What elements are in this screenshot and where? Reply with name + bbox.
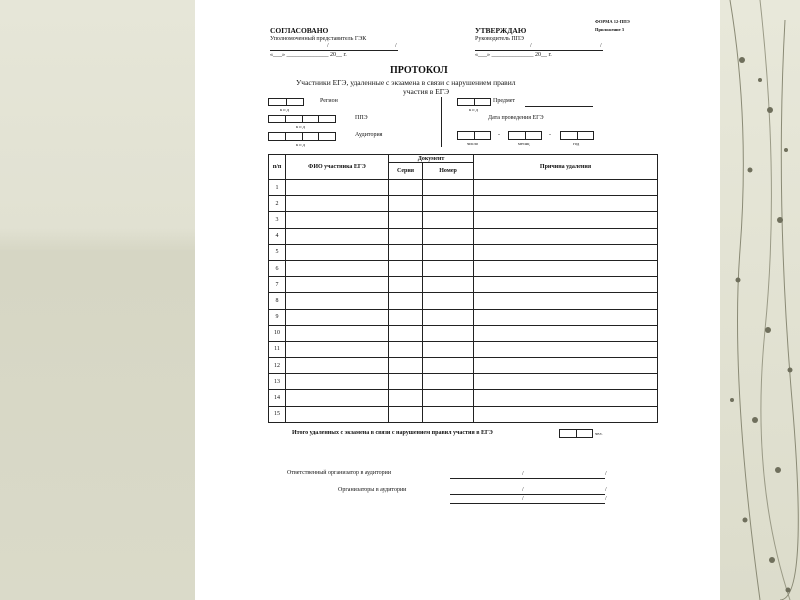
- number-cell[interactable]: [423, 390, 474, 406]
- responsible-organizer-label: Ответственный организатор в аудитории: [287, 470, 392, 476]
- series-cell[interactable]: [389, 406, 423, 422]
- name-cell[interactable]: [286, 180, 389, 196]
- removed-participants-table: [268, 154, 658, 423]
- agreed-slash: /: [327, 43, 329, 49]
- row-number: 8: [269, 293, 286, 309]
- row-number: 12: [269, 358, 286, 374]
- page-title: ПРОТОКОЛ: [390, 65, 448, 76]
- table-row: [269, 309, 658, 325]
- row-number: 6: [269, 260, 286, 276]
- reason-cell[interactable]: [474, 390, 658, 406]
- responsible-signature-line[interactable]: [450, 478, 605, 479]
- table-row: [269, 228, 658, 244]
- date-dash-1: -: [498, 132, 500, 138]
- subject-code-field[interactable]: [457, 98, 491, 106]
- form-code: ФОРМА 12-ППЭ: [595, 19, 630, 24]
- name-cell[interactable]: [286, 277, 389, 293]
- agreed-title: СОГЛАСОВАНО: [270, 26, 329, 35]
- total-label: Итого удаленных с экзамена в связи с нарушением правил участия в ЕГЭ: [292, 430, 493, 436]
- reason-cell[interactable]: [474, 293, 658, 309]
- reason-cell[interactable]: [474, 244, 658, 260]
- row-number: 9: [269, 309, 286, 325]
- background-right-panel: [720, 0, 800, 600]
- row-number: 5: [269, 244, 286, 260]
- row-number: 10: [269, 325, 286, 341]
- responsible-slash-1: /: [522, 471, 524, 477]
- name-cell[interactable]: [286, 309, 389, 325]
- exam-date-label: Дата проведения ЕГЭ: [488, 115, 544, 121]
- series-cell[interactable]: [389, 358, 423, 374]
- reason-cell[interactable]: [474, 196, 658, 212]
- name-cell[interactable]: [286, 406, 389, 422]
- number-cell[interactable]: [423, 374, 474, 390]
- reason-cell[interactable]: [474, 406, 658, 422]
- series-cell[interactable]: [389, 390, 423, 406]
- row-number: 14: [269, 390, 286, 406]
- number-cell[interactable]: [423, 406, 474, 422]
- number-cell[interactable]: [423, 260, 474, 276]
- series-cell[interactable]: [389, 374, 423, 390]
- reason-cell[interactable]: [474, 358, 658, 374]
- table-row: [269, 212, 658, 228]
- reason-cell[interactable]: [474, 180, 658, 196]
- day-hint: число: [467, 141, 479, 146]
- responsible-slash-2: /: [605, 471, 607, 477]
- approved-signature-line: [475, 50, 603, 51]
- reason-cell[interactable]: [474, 277, 658, 293]
- reason-cell[interactable]: [474, 309, 658, 325]
- reason-cell[interactable]: [474, 228, 658, 244]
- name-cell[interactable]: [286, 293, 389, 309]
- row-number: 2: [269, 196, 286, 212]
- table-row: [269, 390, 658, 406]
- number-cell[interactable]: [423, 228, 474, 244]
- region-code-field[interactable]: [268, 98, 304, 106]
- subject-label: Предмет: [493, 98, 516, 104]
- name-cell[interactable]: [286, 341, 389, 357]
- row-number: 1: [269, 180, 286, 196]
- number-cell[interactable]: [423, 277, 474, 293]
- row-number: 15: [269, 406, 286, 422]
- number-cell[interactable]: [423, 341, 474, 357]
- approved-date-line: «___» ______________ 20__ г.: [475, 52, 552, 58]
- agreed-role: Уполномоченный представитель ГЭК: [270, 36, 367, 42]
- col-header-name: ФИО участника ЕГЭ: [286, 155, 389, 180]
- row-number: 3: [269, 212, 286, 228]
- subject-code-hint: к о д: [469, 107, 478, 112]
- col-header-num: п/п: [269, 155, 286, 180]
- vertical-divider: [441, 97, 442, 147]
- name-cell[interactable]: [286, 325, 389, 341]
- appendix-label: Приложение 3: [595, 27, 625, 32]
- name-cell[interactable]: [286, 244, 389, 260]
- exam-month-field[interactable]: [508, 131, 542, 140]
- col-header-reason: Причина удаления: [474, 155, 658, 180]
- reason-cell[interactable]: [474, 212, 658, 228]
- series-cell[interactable]: [389, 244, 423, 260]
- reason-cell[interactable]: [474, 260, 658, 276]
- auditorium-code-field[interactable]: [268, 132, 336, 141]
- series-cell[interactable]: [389, 325, 423, 341]
- reason-cell[interactable]: [474, 341, 658, 357]
- table-row: [269, 325, 658, 341]
- row-number: 13: [269, 374, 286, 390]
- ppe-label: ППЭ: [355, 115, 368, 121]
- approved-title: УТВЕРЖДАЮ: [475, 26, 527, 35]
- exam-day-field[interactable]: [457, 131, 491, 140]
- table-row: [269, 293, 658, 309]
- reason-cell[interactable]: [474, 374, 658, 390]
- ppe-code-hint: к о д: [296, 124, 305, 129]
- date-dash-2: -: [549, 132, 551, 138]
- series-cell[interactable]: [389, 212, 423, 228]
- organizer-slash-2: /: [605, 487, 607, 493]
- table-row: [269, 341, 658, 357]
- table-row: [269, 406, 658, 422]
- organizer-slash-1: /: [522, 487, 524, 493]
- agreed-slash-2: /: [395, 43, 397, 49]
- table-row: [269, 196, 658, 212]
- approved-slash-2: /: [600, 43, 602, 49]
- number-cell[interactable]: [423, 358, 474, 374]
- row-number: 7: [269, 277, 286, 293]
- region-label: Регион: [320, 98, 338, 104]
- table-row: [269, 277, 658, 293]
- name-cell[interactable]: [286, 390, 389, 406]
- agreed-date-line: «___» ______________ 20__ г.: [270, 52, 347, 58]
- table-row: [269, 260, 658, 276]
- total-unit: чел.: [595, 431, 603, 436]
- approved-role: Руководитель ППЭ: [475, 36, 524, 42]
- number-cell[interactable]: [423, 293, 474, 309]
- approved-slash: /: [530, 43, 532, 49]
- row-number: 4: [269, 228, 286, 244]
- number-cell[interactable]: [423, 325, 474, 341]
- table-row: [269, 180, 658, 196]
- auditorium-label: Аудитория: [355, 132, 383, 138]
- table-row: [269, 374, 658, 390]
- organizer-signature-line-2[interactable]: [450, 503, 605, 504]
- name-cell[interactable]: [286, 212, 389, 228]
- branch-decoration-icon: [720, 0, 800, 600]
- number-cell[interactable]: [423, 244, 474, 260]
- number-cell[interactable]: [423, 180, 474, 196]
- name-cell[interactable]: [286, 260, 389, 276]
- name-cell[interactable]: [286, 358, 389, 374]
- series-cell[interactable]: [389, 260, 423, 276]
- total-count-field[interactable]: [559, 429, 593, 438]
- year-hint: год: [573, 141, 580, 146]
- auditorium-code-hint: к о д: [296, 142, 305, 147]
- series-cell[interactable]: [389, 309, 423, 325]
- number-cell[interactable]: [423, 212, 474, 228]
- series-cell[interactable]: [389, 277, 423, 293]
- number-cell[interactable]: [423, 309, 474, 325]
- reason-cell[interactable]: [474, 325, 658, 341]
- agreed-signature-line: [270, 50, 398, 51]
- exam-year-field[interactable]: [560, 131, 594, 140]
- series-cell[interactable]: [389, 196, 423, 212]
- table-row: [269, 358, 658, 374]
- col-header-document: Документ: [389, 155, 474, 163]
- name-cell[interactable]: [286, 196, 389, 212]
- name-cell[interactable]: [286, 228, 389, 244]
- background-left-panel: [0, 0, 195, 600]
- organizer-slash-3: /: [522, 496, 524, 502]
- series-cell[interactable]: [389, 293, 423, 309]
- series-cell[interactable]: [389, 180, 423, 196]
- series-cell[interactable]: [389, 228, 423, 244]
- col-header-number: Номер: [423, 163, 474, 180]
- month-hint: месяц: [518, 141, 530, 146]
- region-code-hint: к о д: [280, 107, 289, 112]
- organizer-slash-4: /: [605, 496, 607, 502]
- row-number: 11: [269, 341, 286, 357]
- series-cell[interactable]: [389, 341, 423, 357]
- subtitle-line-1: Участники ЕГЭ, удаленные с экзамена в связи с нарушением правил: [296, 78, 516, 87]
- number-cell[interactable]: [423, 196, 474, 212]
- subtitle-line-2: участия в ЕГЭ: [403, 87, 450, 96]
- col-header-series: Серия: [389, 163, 423, 180]
- name-cell[interactable]: [286, 374, 389, 390]
- organizers-label: Организаторы в аудитории: [338, 487, 407, 493]
- subject-name-line[interactable]: [525, 106, 593, 107]
- table-row: [269, 244, 658, 260]
- organizer-signature-line-1[interactable]: [450, 494, 605, 495]
- ppe-code-field[interactable]: [268, 115, 336, 123]
